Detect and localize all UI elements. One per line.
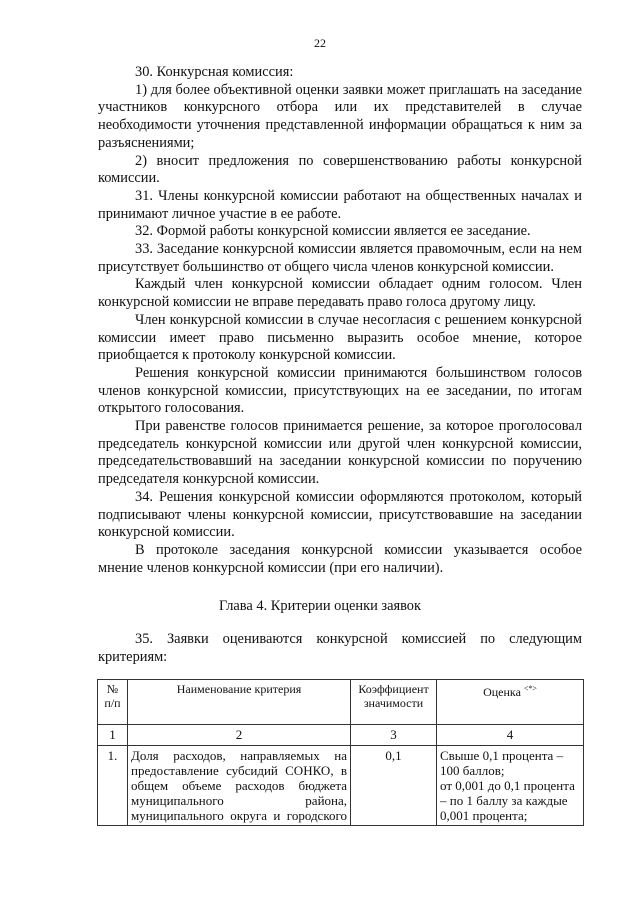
chapter-title: Глава 4. Критерии оценки заявок [218,598,421,614]
column-number: 3 [351,725,437,746]
header-num: № п/п [98,680,128,725]
row-criterion: Доля расходов, направляемых на предоставление субсидий СОНКО, в общем объеме расходов бюджета муниципального района, муниципального округа и городского [128,746,351,826]
column-number: 2 [128,725,351,746]
paragraph-30-1: 1) для более объективной оценки заявки может приглашать на заседание участников конкурсного отбора или их представителей в случае необходимости уточнения представленной информации обращаться к ним за разъяснениями; [98,81,582,151]
header-score-label: Оценка [483,685,521,699]
paragraph-32: 32. Формой работы конкурсной комиссии является ее заседание. [135,223,531,240]
row-coefficient: 0,1 [351,746,437,826]
column-number: 4 [437,725,584,746]
paragraph-33-vote: Каждый член конкурсной комиссии обладает одним голосом. Член конкурсной комиссии не вправе передавать право голоса другому лицу. [98,276,582,311]
page-number: 22 [314,36,326,50]
row-score [437,746,584,826]
paragraph-33-tie: При равенстве голосов принимается решение, за которое проголосовал председатель конкурсной комиссии или другой член конкурсной комиссии, председательствовавший на заседании конкурсной комиссии по поручению председателя конкурсной комиссии. [98,418,582,488]
score-line: Свыше 0,1 процента – 100 баллов; [440,748,564,778]
paragraph-33: 33. Заседание конкурсной комиссии является правомочным, если на нем присутствует большинство от общего числа членов конкурсной комиссии. [98,241,582,275]
column-number: 1 [98,725,128,746]
paragraph-34: 34. Решения конкурсной комиссии оформляются протоколом, который подписывают члены конкурсной комиссии, присутствовавшие на заседании конкурсной комиссии. [98,488,582,541]
criteria-intro [98,631,582,666]
criteria-table [97,679,584,826]
paragraph-30-2: 2) вносит предложения по совершенствованию работы конкурсной комиссии. [98,152,582,187]
paragraph-33-majority: Решения конкурсной комиссии принимаются большинством голосов членов конкурсной комиссии, присутствующих на ее заседании, по итогам открытого голосования. [98,364,582,417]
table-row [98,746,584,826]
table-column-numbers [98,725,584,746]
header-score [437,680,584,725]
paragraph-31: 31. Члены конкурсной комиссии работают на общественных началах и принимают личное участие в ее работе. [98,187,582,222]
row-num: 1. [98,746,128,826]
paragraph-35: 35. Заявки оцениваются конкурсной комиссией по следующим критериям: [98,631,582,665]
header-coefficient: Коэффициент значимости [351,680,437,725]
header-criterion: Наименование критерия [128,680,351,725]
table-header-row [98,680,584,725]
paragraph-33-dissent: Член конкурсной комиссии в случае несогласия с решением конкурсной комиссии имеет право письменно выразить особое мнение, которое приобщается к протоколу конкурсной комиссии. [98,311,582,364]
score-line: от 0,001 до 0,1 процента – по 1 баллу за каждые 0,001 процента; [440,778,575,823]
document-body [98,64,582,577]
paragraph-30: 30. Конкурсная комиссия: [135,64,294,80]
header-score-note: <*> [523,684,537,693]
paragraph-34-protocol: В протоколе заседания конкурсной комиссии указывается особое мнение членов конкурсной комиссии (при его наличии). [98,541,582,576]
